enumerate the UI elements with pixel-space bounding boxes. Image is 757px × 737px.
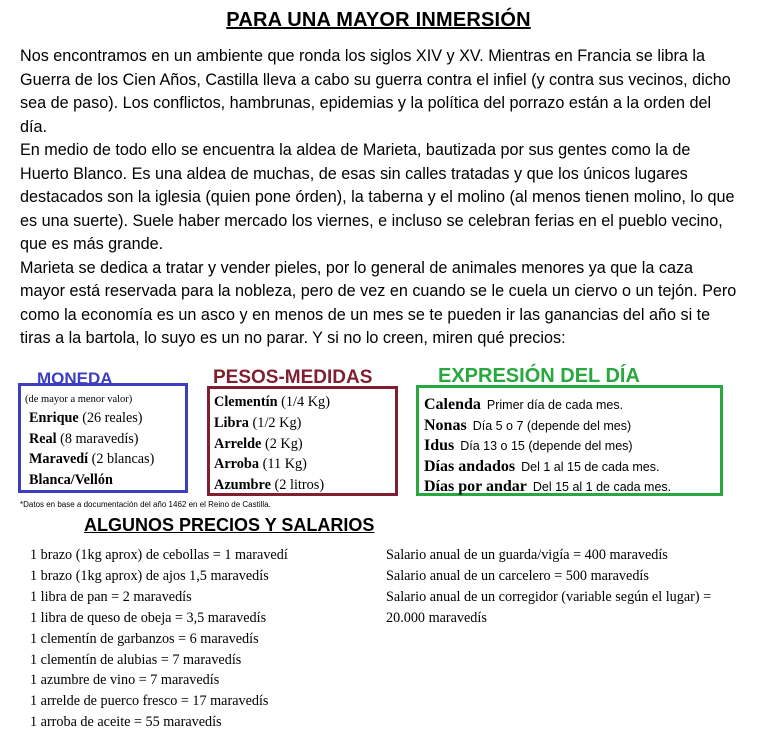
intro-paragraph: En medio de todo ello se encuentra la aldea de Marieta, bautizada por sus gentes como la de Huerto Blanco. Es una aldea de muchas, de esas sin calles tratadas y que los únicos lugares destacados son la iglesia (quien pone órden), la taberna y el molino (al menos tienen molino, lo que es una suerte). Suele haber mercado los viernes, e incluso se celebran ferias en el pueblo vecino, que es más grande. (20, 141, 735, 253)
salary-item: Salario anual de un guarda/vigía = 400 maravedís (386, 547, 668, 563)
pesos-value: (2 Kg) (264, 435, 303, 452)
expresion-term: Días andados (424, 457, 516, 475)
pesos-box (207, 386, 398, 496)
pesos-term: Arroba (214, 456, 260, 473)
moneda-term: Maravedí (29, 451, 89, 467)
expresion-term: Idus (424, 437, 455, 454)
pesos-value: (1/4 Kg) (281, 394, 330, 410)
moneda-item (25, 470, 185, 491)
pesos-value: (1/2 Kg) (252, 414, 302, 431)
prices-list (30, 545, 370, 733)
pesos-item (214, 475, 395, 496)
expresion-item (424, 477, 720, 498)
expresion-value: Primer día de cada mes. (486, 398, 624, 412)
page-title: PARA UNA MAYOR INMERSIÓN (226, 9, 531, 31)
moneda-subtitle: (de mayor a menor valor) (25, 394, 133, 405)
moneda-term: Enrique (29, 410, 79, 426)
expresion-item (424, 395, 720, 416)
price-item: 1 brazo (1kg aprox) de cebollas = 1 maravedí (30, 547, 288, 563)
intro-text (20, 45, 740, 351)
pesos-item (214, 434, 395, 455)
price-item: 1 arrelde de puerco fresco = 17 maravedís (30, 693, 269, 710)
expresion-value: Día 13 o 15 (depende del mes) (460, 439, 633, 453)
expresion-box (416, 385, 723, 496)
footnote: *Datos en base a documentación del año 1462 en el Reino de Castilla. (20, 500, 271, 509)
moneda-term: Blanca/Vellón (29, 471, 113, 488)
price-item: 1 arroba de aceite = 55 maravedís (30, 714, 222, 731)
salaries-list (386, 545, 746, 629)
pesos-heading: PESOS-MEDIDAS (213, 367, 373, 388)
moneda-item (25, 449, 185, 470)
moneda-box (18, 383, 188, 493)
moneda-value: (2 blancas) (91, 451, 155, 467)
salary-item: Salario anual de un corregidor (variable según el lugar) = 20.000 maravedís (386, 588, 712, 626)
moneda-item (25, 429, 185, 450)
pesos-term: Clementín (214, 394, 278, 410)
moneda-term: Real (29, 430, 57, 447)
expresion-item (424, 457, 720, 478)
moneda-value: (8 maravedís) (60, 430, 139, 447)
price-item: 1 libra de pan = 2 maravedís (30, 588, 192, 605)
expresion-term: Calenda (424, 396, 481, 413)
moneda-item (25, 408, 185, 429)
expresion-item (424, 436, 720, 457)
expresion-item (424, 416, 720, 437)
expresion-value: Día 5 o 7 (depende del mes) (472, 418, 632, 433)
salary-item: Salario anual de un carcelero = 500 maravedís (386, 567, 649, 584)
moneda-value: (26 reales) (82, 410, 143, 426)
expresion-term: Nonas (424, 416, 467, 434)
prices-heading: ALGUNOS PRECIOS Y SALARIOS (84, 515, 375, 535)
intro-paragraph: Nos encontramos en un ambiente que ronda los siglos XIV y XV. Mientras en Francia se libra la Guerra de los Cien Años, Castilla lleva a cabo su guerra contra el infiel (y contra sus vecinos, dicho sea de paso). Los conflictos, hambrunas, epidemias y la política del porrazo están a la orden del día. (20, 47, 731, 136)
intro-paragraph: Marieta se dedica a tratar y vender pieles, por lo general de animales menores ya que la caza mayor está reservada para la nobleza, pero de vez en cuando se le cuela un ciervo o un tejón. Pero como la economía es un asco y en menos de un mes se te pueden ir las ganancias del año si te tiras a la bartola, lo suyo es un no parar. Y si no lo creen, miren qué precios: (20, 258, 737, 347)
pesos-term: Libra (214, 414, 249, 431)
pesos-value: (11 Kg) (262, 456, 307, 473)
price-item: 1 clementín de alubias = 7 maravedís (30, 651, 242, 668)
expresion-term: Días por andar (424, 478, 527, 495)
price-item: 1 clementín de garbanzos = 6 maravedís (30, 630, 259, 647)
pesos-item (214, 413, 395, 434)
expresion-value: Del 1 al 15 de cada mes. (521, 459, 660, 474)
pesos-term: Azumbre (214, 477, 271, 494)
expresion-heading: EXPRESIÓN DEL DÍA (438, 365, 640, 387)
pesos-value: (2 litros) (274, 477, 325, 494)
moneda-heading: MONEDA (37, 369, 113, 388)
expresion-value: Del 15 al 1 de cada mes. (532, 480, 672, 494)
pesos-item (214, 454, 395, 475)
price-item: 1 brazo (1kg aprox) de ajos 1,5 maravedís (30, 567, 269, 584)
price-item: 1 libra de queso de obeja = 3,5 maravedís (30, 609, 267, 626)
pesos-item (214, 392, 395, 413)
pesos-term: Arrelde (214, 435, 262, 452)
price-item: 1 azumbre de vino = 7 maravedís (30, 672, 220, 689)
